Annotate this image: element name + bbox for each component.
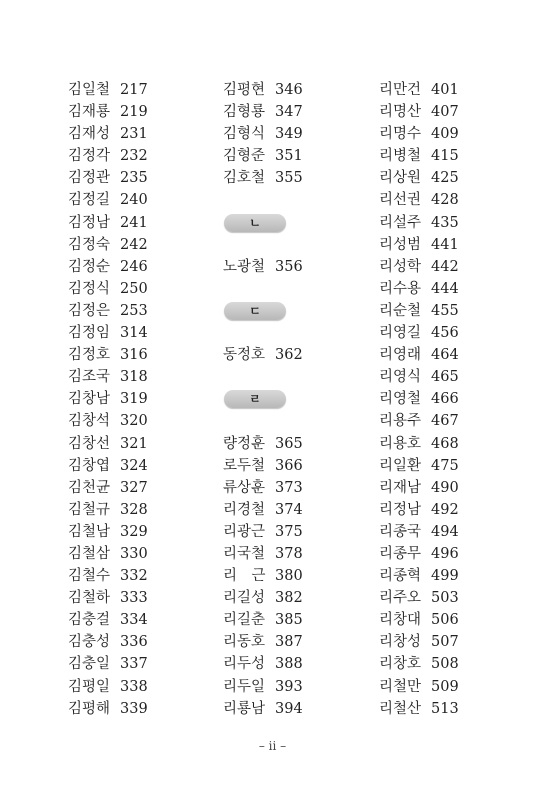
entry-name: 김철남	[68, 523, 111, 540]
entry-page-number: 319	[120, 391, 148, 408]
entry-page-number: 232	[120, 148, 148, 165]
entry-page-number: 355	[275, 170, 303, 187]
entry-name: 리길성	[223, 590, 266, 607]
entry-page-number: 506	[431, 612, 459, 629]
entry-page-number: 513	[431, 700, 459, 717]
index-entry	[379, 322, 459, 344]
entry-name: 리순철	[379, 302, 422, 319]
entry-name: 리상원	[379, 170, 422, 187]
entry-name: 김충성	[68, 634, 111, 651]
entry-name: 김정관	[68, 170, 111, 187]
index-entry	[68, 565, 148, 587]
index-entry	[68, 79, 148, 101]
index-entry	[68, 543, 148, 565]
section-header	[223, 212, 303, 234]
entry-name: 김정식	[68, 280, 111, 297]
entry-page-number: 492	[431, 501, 459, 518]
entry-name: 리재남	[379, 479, 422, 496]
entry-page-number: 387	[275, 634, 303, 651]
entry-page-number: 428	[431, 192, 459, 209]
section-header-label: ㄹ	[224, 390, 286, 408]
entry-name: 김평현	[223, 82, 266, 98]
entry-page-number: 503	[431, 590, 459, 607]
page-number: – ii –	[258, 739, 287, 753]
entry-name: 김정남	[68, 214, 111, 231]
entry-page-number: 246	[120, 258, 148, 275]
entry-name: 김창선	[68, 435, 111, 452]
index-entry	[68, 234, 148, 256]
entry-name: 김일철	[68, 82, 111, 98]
entry-page-number: 468	[431, 435, 459, 452]
entry-page-number: 456	[431, 325, 459, 342]
index-entry	[223, 101, 303, 123]
entry-name: 리룡남	[223, 700, 266, 717]
entry-name: 김천균	[68, 479, 111, 496]
section-header-label: ㄴ	[224, 214, 286, 232]
entry-page-number: 219	[120, 104, 148, 121]
entry-page-number: 467	[431, 413, 459, 430]
entry-name: 김정숙	[68, 236, 111, 253]
index-entry	[379, 653, 459, 675]
index-entry	[223, 587, 303, 609]
index-entry	[379, 234, 459, 256]
entry-name: 리명산	[379, 104, 422, 121]
index-entry	[379, 631, 459, 653]
index-entry	[379, 410, 459, 432]
index-entry	[223, 455, 303, 477]
index-entry	[379, 101, 459, 123]
entry-name: 김정각	[68, 148, 111, 165]
index-entry	[68, 455, 148, 477]
entry-page-number: 339	[120, 700, 148, 717]
entry-page-number: 441	[431, 236, 459, 253]
entry-name: 동정호	[223, 347, 266, 364]
index-column-2	[223, 79, 303, 720]
entry-name: 김창남	[68, 391, 111, 408]
entry-page-number: 217	[120, 82, 148, 98]
entry-name: 리영래	[379, 347, 422, 364]
index-entry	[379, 455, 459, 477]
index-entry	[223, 653, 303, 675]
entry-page-number: 388	[275, 656, 303, 673]
index-entry	[68, 698, 148, 720]
index-entry	[223, 521, 303, 543]
index-entry	[68, 278, 148, 300]
entry-page-number: 380	[275, 568, 303, 585]
entry-name: 김철수	[68, 568, 111, 585]
entry-page-number: 382	[275, 590, 303, 607]
index-entry	[379, 499, 459, 521]
index-entry	[68, 123, 148, 145]
index-entry	[379, 189, 459, 211]
entry-name: 리두일	[223, 678, 266, 695]
entry-name: 김정호	[68, 347, 111, 364]
index-entry	[223, 609, 303, 631]
entry-page-number: 250	[120, 280, 148, 297]
entry-name: 리동호	[223, 634, 266, 651]
entry-page-number: 394	[275, 700, 303, 717]
entry-name: 리길춘	[223, 612, 266, 629]
index-entry	[379, 344, 459, 366]
entry-page-number: 332	[120, 568, 148, 585]
entry-name: 리종국	[379, 523, 422, 540]
entry-page-number: 336	[120, 634, 148, 651]
entry-name: 리정남	[379, 501, 422, 518]
index-entry	[223, 79, 303, 101]
index-entry	[68, 300, 148, 322]
entry-name: 노광철	[223, 258, 266, 275]
entry-page-number: 231	[120, 126, 148, 143]
entry-page-number: 373	[275, 479, 303, 496]
index-entry	[68, 388, 148, 410]
entry-name: 김창엽	[68, 457, 111, 474]
index-entry	[379, 256, 459, 278]
index-entry	[223, 145, 303, 167]
entry-page-number: 507	[431, 634, 459, 651]
entry-name: 김철규	[68, 501, 111, 518]
entry-page-number: 385	[275, 612, 303, 629]
entry-page-number: 366	[275, 457, 303, 474]
index-entry	[379, 366, 459, 388]
index-entry	[379, 565, 459, 587]
index-entry	[223, 698, 303, 720]
entry-page-number: 409	[431, 126, 459, 143]
entry-name: 류상훈	[223, 479, 266, 496]
entry-page-number: 349	[275, 126, 303, 143]
entry-name: 김충걸	[68, 612, 111, 629]
entry-page-number: 442	[431, 258, 459, 275]
entry-page-number: 328	[120, 501, 148, 518]
index-column-1	[68, 79, 148, 720]
entry-name: 리종무	[379, 545, 422, 562]
index-entry	[379, 587, 459, 609]
index-entry	[223, 543, 303, 565]
entry-name: 량정훈	[223, 435, 266, 452]
index-entry	[68, 676, 148, 698]
entry-page-number: 314	[120, 325, 148, 342]
index-entry	[68, 631, 148, 653]
entry-page-number: 466	[431, 391, 459, 408]
entry-page-number: 435	[431, 214, 459, 231]
index-entry	[379, 145, 459, 167]
index-entry	[68, 101, 148, 123]
entry-page-number: 401	[431, 82, 459, 98]
entry-page-number: 334	[120, 612, 148, 629]
entry-name: 리창호	[379, 656, 422, 673]
blank-row	[223, 278, 303, 300]
index-entry	[68, 145, 148, 167]
entry-name: 김평해	[68, 700, 111, 717]
index-entry	[223, 433, 303, 455]
index-entry	[379, 212, 459, 234]
entry-name: 김철하	[68, 590, 111, 607]
entry-name: 리일환	[379, 457, 422, 474]
entry-name: 리철만	[379, 678, 422, 695]
entry-name: 리철산	[379, 700, 422, 717]
entry-name: 리설주	[379, 214, 422, 231]
index-entry	[223, 565, 303, 587]
entry-page-number: 242	[120, 236, 148, 253]
entry-page-number: 499	[431, 568, 459, 585]
entry-name: 리종혁	[379, 568, 422, 585]
entry-page-number: 415	[431, 148, 459, 165]
entry-page-number: 365	[275, 435, 303, 452]
entry-name: 리국철	[223, 545, 266, 562]
section-header	[223, 300, 303, 322]
entry-page-number: 327	[120, 479, 148, 496]
entry-page-number: 253	[120, 302, 148, 319]
index-entry	[379, 79, 459, 101]
entry-page-number: 425	[431, 170, 459, 187]
blank-row	[223, 189, 303, 211]
entry-name: 김재룡	[68, 104, 111, 121]
entry-page-number: 316	[120, 347, 148, 364]
entry-name: 리선권	[379, 192, 422, 209]
entry-name: 리병철	[379, 148, 422, 165]
entry-page-number: 351	[275, 148, 303, 165]
index-entry	[223, 167, 303, 189]
index-entry	[223, 477, 303, 499]
entry-page-number: 465	[431, 369, 459, 386]
entry-page-number: 330	[120, 545, 148, 562]
entry-name: 김정임	[68, 325, 111, 342]
index-entry	[379, 300, 459, 322]
section-header	[223, 388, 303, 410]
index-entry	[379, 477, 459, 499]
index-entry	[379, 433, 459, 455]
entry-page-number: 494	[431, 523, 459, 540]
section-header-label: ㄷ	[224, 302, 286, 320]
index-entry	[68, 344, 148, 366]
entry-name: 김정순	[68, 258, 111, 275]
index-entry	[68, 256, 148, 278]
entry-page-number: 337	[120, 656, 148, 673]
entry-page-number: 346	[275, 82, 303, 98]
entry-name: 김철삼	[68, 545, 111, 562]
entry-page-number: 333	[120, 590, 148, 607]
entry-name: 김정은	[68, 302, 111, 319]
index-entry	[223, 123, 303, 145]
entry-name: 리용호	[379, 435, 422, 452]
entry-name: 김형식	[223, 126, 266, 143]
entry-name: 리영길	[379, 325, 422, 342]
entry-page-number: 356	[275, 258, 303, 275]
entry-page-number: 329	[120, 523, 148, 540]
entry-name: 리 근	[223, 568, 266, 585]
entry-name: 리만건	[379, 82, 422, 98]
index-entry	[223, 676, 303, 698]
entry-name: 김평일	[68, 678, 111, 695]
index-entry	[379, 676, 459, 698]
entry-page-number: 320	[120, 413, 148, 430]
index-entry	[379, 167, 459, 189]
entry-name: 리주오	[379, 590, 422, 607]
entry-page-number: 347	[275, 104, 303, 121]
blank-row	[223, 322, 303, 344]
entry-page-number: 318	[120, 369, 148, 386]
entry-name: 리영철	[379, 391, 422, 408]
entry-page-number: 378	[275, 545, 303, 562]
entry-name: 리창대	[379, 612, 422, 629]
index-entry	[68, 322, 148, 344]
index-entry	[68, 433, 148, 455]
entry-name: 리창성	[379, 634, 422, 651]
entry-page-number: 490	[431, 479, 459, 496]
entry-name: 김호철	[223, 170, 266, 187]
entry-page-number: 338	[120, 678, 148, 695]
entry-name: 리경철	[223, 501, 266, 518]
index-entry	[379, 543, 459, 565]
index-entry	[223, 344, 303, 366]
entry-name: 로두철	[223, 457, 266, 474]
entry-page-number: 324	[120, 457, 148, 474]
entry-name: 리광근	[223, 523, 266, 540]
entry-page-number: 407	[431, 104, 459, 121]
entry-page-number: 321	[120, 435, 148, 452]
entry-name: 리수용	[379, 280, 422, 297]
entry-name: 김창석	[68, 413, 111, 430]
index-column-3	[379, 79, 459, 720]
entry-page-number: 496	[431, 545, 459, 562]
entry-page-number: 375	[275, 523, 303, 540]
entry-name: 김정길	[68, 192, 111, 209]
index-entry	[68, 521, 148, 543]
entry-name: 김형룡	[223, 104, 266, 121]
index-entry	[223, 631, 303, 653]
index-entry	[68, 653, 148, 675]
entry-name: 리성학	[379, 258, 422, 275]
index-entry	[379, 388, 459, 410]
blank-row	[223, 410, 303, 432]
entry-page-number: 374	[275, 501, 303, 518]
index-entry	[379, 123, 459, 145]
entry-name: 리두성	[223, 656, 266, 673]
index-entry	[68, 609, 148, 631]
entry-page-number: 235	[120, 170, 148, 187]
index-entry	[68, 499, 148, 521]
entry-name: 리성범	[379, 236, 422, 253]
entry-page-number: 362	[275, 347, 303, 364]
entry-page-number: 508	[431, 656, 459, 673]
entry-name: 김재성	[68, 126, 111, 143]
index-entry	[379, 698, 459, 720]
entry-page-number: 475	[431, 457, 459, 474]
blank-row	[223, 366, 303, 388]
entry-name: 리명수	[379, 126, 422, 143]
index-entry	[223, 499, 303, 521]
index-entry	[68, 189, 148, 211]
entry-page-number: 444	[431, 280, 459, 297]
index-entry	[379, 278, 459, 300]
index-entry	[379, 609, 459, 631]
blank-row	[223, 234, 303, 256]
entry-page-number: 240	[120, 192, 148, 209]
index-entry	[68, 410, 148, 432]
index-entry	[68, 366, 148, 388]
entry-name: 김조국	[68, 369, 111, 386]
index-entry	[68, 477, 148, 499]
entry-page-number: 464	[431, 347, 459, 364]
entry-name: 김형준	[223, 148, 266, 165]
index-entry	[68, 587, 148, 609]
entry-name: 리영식	[379, 369, 422, 386]
entry-page-number: 241	[120, 214, 148, 231]
entry-page-number: 393	[275, 678, 303, 695]
index-entry	[223, 256, 303, 278]
entry-page-number: 455	[431, 302, 459, 319]
index-entry	[68, 167, 148, 189]
index-entry	[379, 521, 459, 543]
entry-name: 리용주	[379, 413, 422, 430]
index-entry	[68, 212, 148, 234]
entry-page-number: 509	[431, 678, 459, 695]
entry-name: 김충일	[68, 656, 111, 673]
